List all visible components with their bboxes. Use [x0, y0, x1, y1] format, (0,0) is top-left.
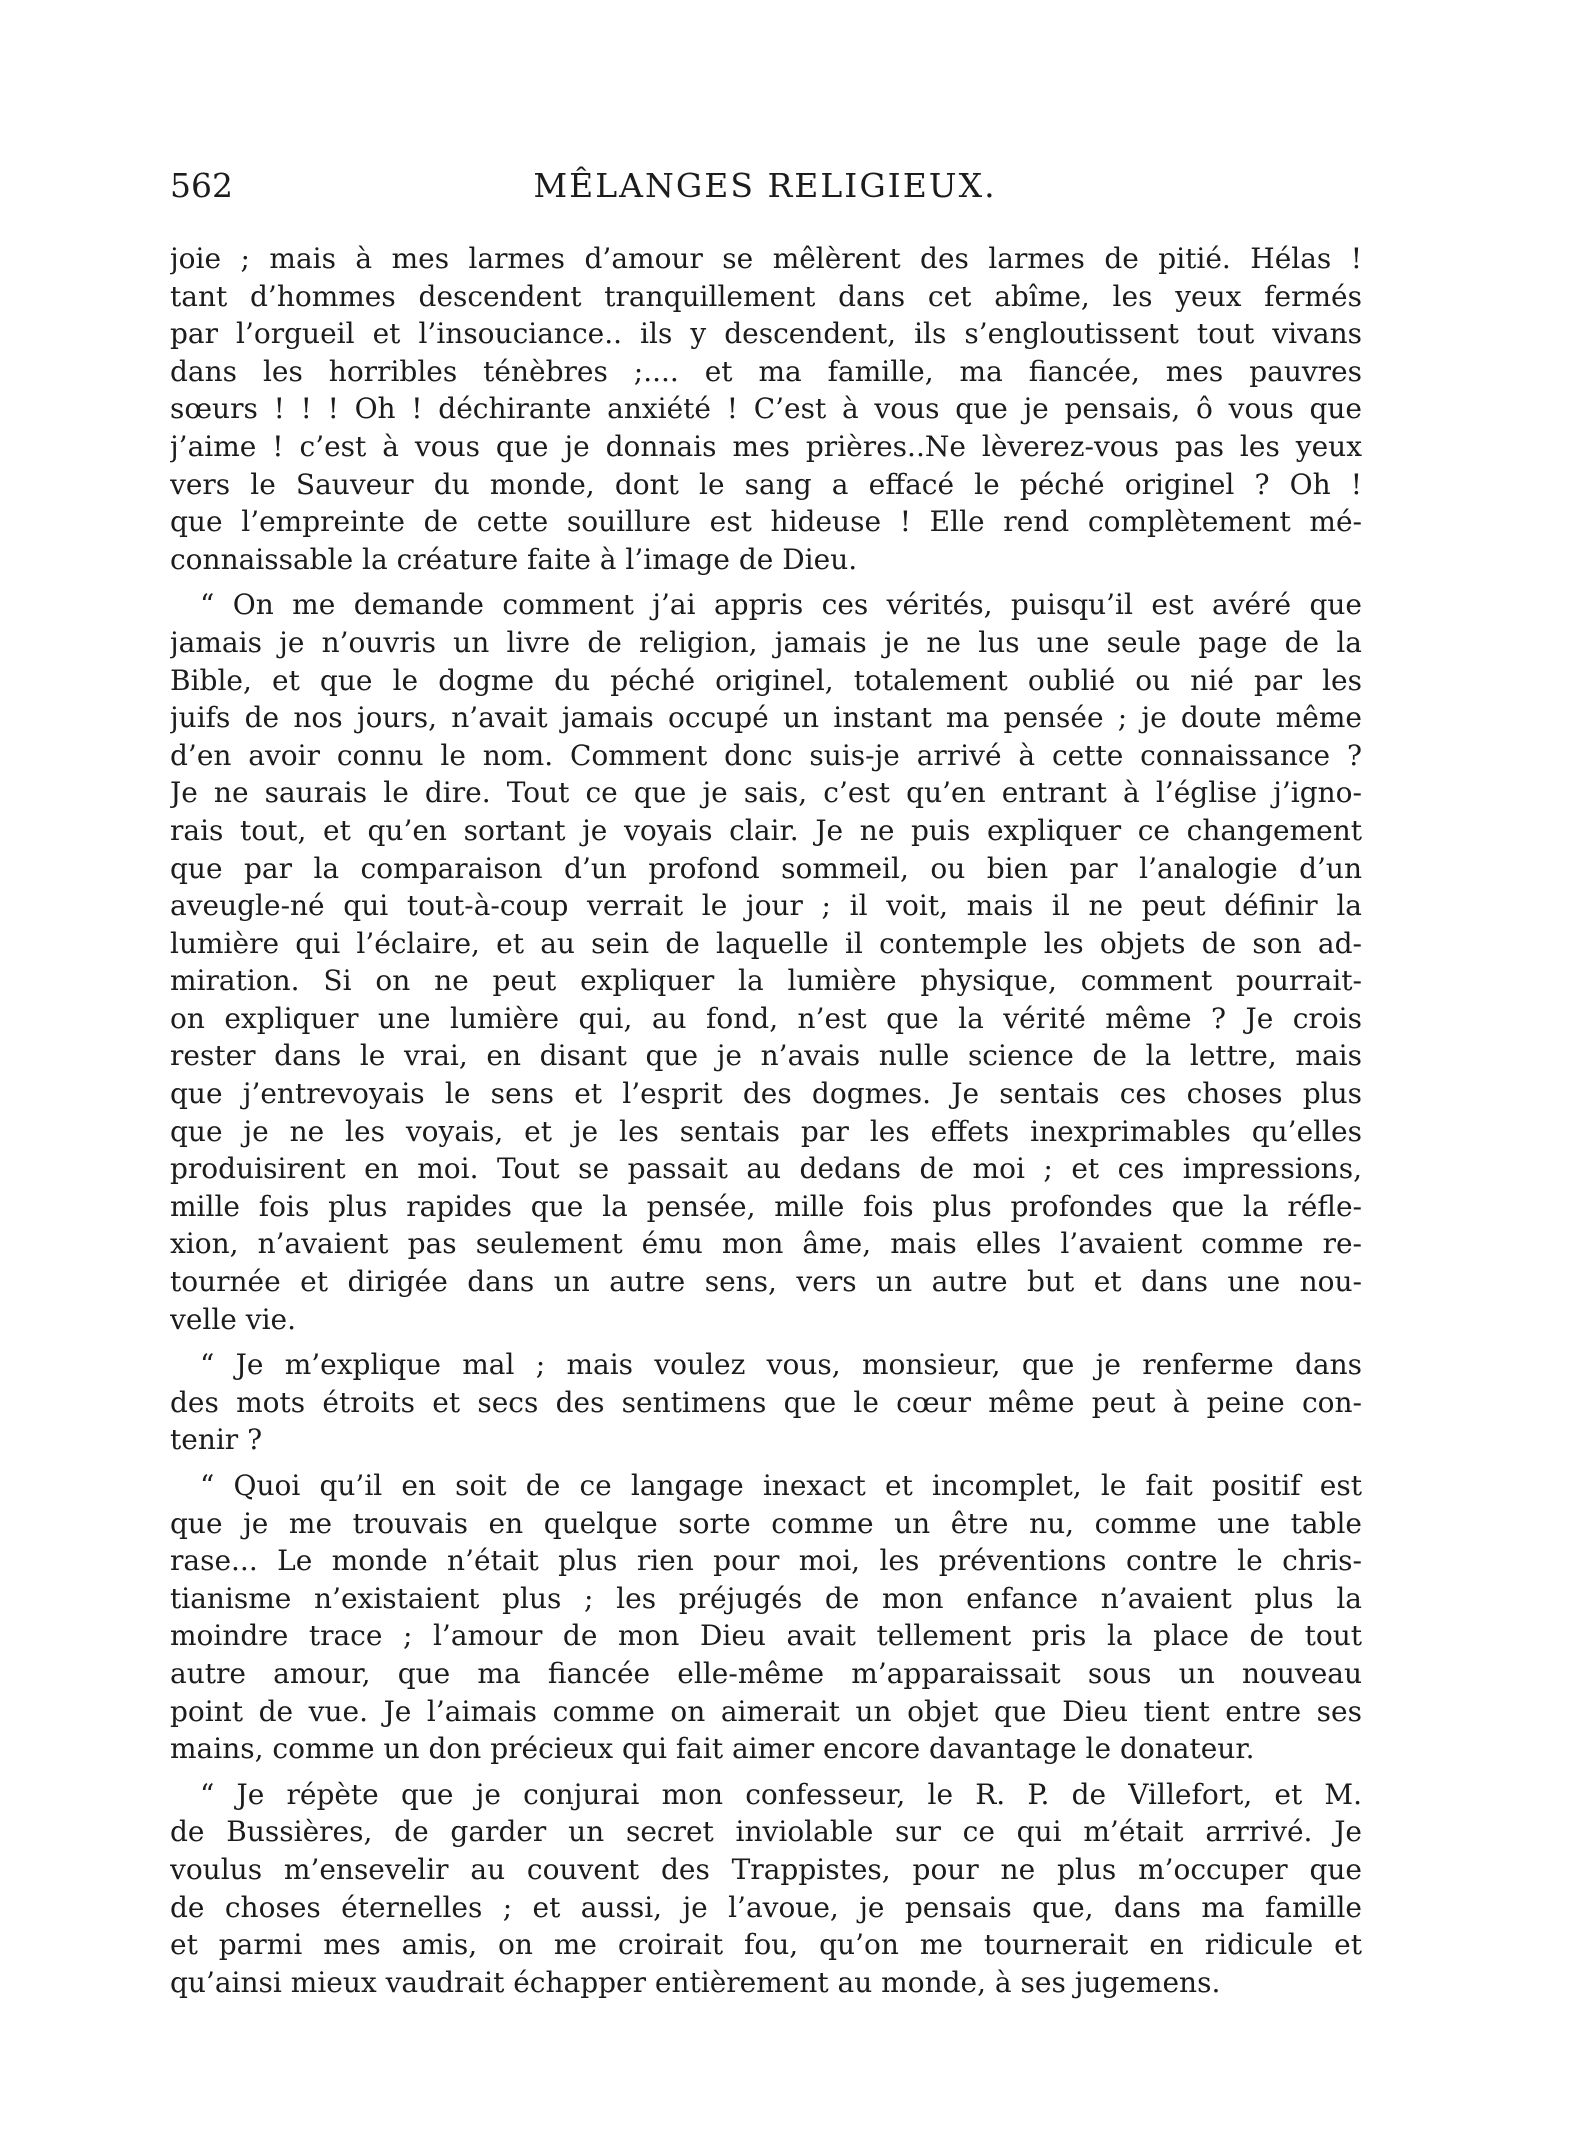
- text-line: lumière qui l’éclaire, et au sein de laquelle il contemple les objets de son ad-: [170, 926, 1362, 960]
- paragraph: [170, 240, 1362, 578]
- text-line: connaissable la créature faite à l’image de Dieu.: [170, 542, 858, 576]
- text-line: tenir ?: [170, 1423, 263, 1457]
- text-line: “ Je répète que je conjurai mon confesseur, le R. P. de Villefort, et M.: [200, 1777, 1362, 1811]
- text-line: que l’empreinte de cette souillure est hideuse ! Elle rend complètement mé-: [170, 505, 1362, 539]
- text-line: voulus m’ensevelir au couvent des Trappistes, pour ne plus m’occuper que: [170, 1852, 1362, 1886]
- text-line: que j’entrevoyais le sens et l’esprit des dogmes. Je sentais ces choses plus: [170, 1077, 1362, 1111]
- text-line: tournée et dirigée dans un autre sens, vers un autre but et dans une nou-: [170, 1265, 1362, 1299]
- text-line: rase... Le monde n’était plus rien pour moi, les préventions contre le chris-: [170, 1544, 1362, 1578]
- text-line: que par la comparaison d’un profond sommeil, ou bien par l’analogie d’un: [170, 851, 1362, 885]
- paragraph: [170, 1346, 1362, 1459]
- text-line: autre amour, que ma fiancée elle-même m’apparaissait sous un nouveau: [170, 1656, 1362, 1690]
- text-line: tianisme n’existaient plus ; les préjugés de mon enfance n’avaient plus la: [170, 1581, 1362, 1615]
- text-line: tant d’hommes descendent tranquillement dans cet abîme, les yeux fermés: [170, 279, 1362, 313]
- text-line: mille fois plus rapides que la pensée, mille fois plus profondes que la réfle-: [170, 1189, 1362, 1223]
- text-line: d’en avoir connu le nom. Comment donc suis-je arrivé à cette connaissance ?: [170, 738, 1362, 772]
- text-line: rester dans le vrai, en disant que je n’avais nulle science de la lettre, mais: [170, 1039, 1362, 1073]
- running-head: [170, 162, 1360, 210]
- text-line: sœurs ! ! ! Oh ! déchirante anxiété ! C’est à vous que je pensais, ô vous que: [170, 392, 1362, 426]
- text-line: dans les horribles ténèbres ;.... et ma famille, ma fiancée, mes pauvres: [170, 354, 1362, 388]
- text-line: que je ne les voyais, et je les sentais par les effets inexprimables qu’elles: [170, 1114, 1362, 1148]
- page-title: MÊLANGES RELIGIEUX.: [533, 166, 997, 205]
- page-number: 562: [170, 166, 233, 205]
- text-line: on expliquer une lumière qui, au fond, n’est que la vérité même ? Je crois: [170, 1001, 1362, 1035]
- body-text: [170, 240, 1362, 2009]
- text-line: “ Je m’explique mal ; mais voulez vous, monsieur, que je renferme dans: [200, 1348, 1362, 1382]
- paragraph: [170, 1467, 1362, 1768]
- text-line: de choses éternelles ; et aussi, je l’avoue, je pensais que, dans ma famille: [170, 1890, 1362, 1924]
- text-line: “ Quoi qu’il en soit de ce langage inexact et incomplet, le fait positif est: [200, 1469, 1362, 1502]
- text-line: velle vie.: [170, 1302, 297, 1336]
- paragraph: [170, 1776, 1362, 2002]
- text-line: aveugle-né qui tout-à-coup verrait le jour ; il voit, mais il ne peut définir la: [170, 889, 1362, 923]
- text-line: xion, n’avaient pas seulement ému mon âme, mais elles l’avaient comme re-: [170, 1227, 1362, 1261]
- text-line: j’aime ! c’est à vous que je donnais mes prières..Ne lèverez-vous pas les yeux: [170, 429, 1362, 463]
- text-line: qu’ainsi mieux vaudrait échapper entièrement au monde, à ses jugemens.: [170, 1965, 1221, 1999]
- text-line: “ On me demande comment j’ai appris ces vérités, puisqu’il est avéré que: [200, 588, 1362, 622]
- text-line: joie ; mais à mes larmes d’amour se mêlèrent des larmes de pitié. Hélas !: [170, 242, 1362, 275]
- text-line: mains, comme un don précieux qui fait aimer encore davantage le donateur.: [170, 1732, 1255, 1766]
- text-line: vers le Sauveur du monde, dont le sang a effacé le péché originel ? Oh !: [170, 467, 1362, 501]
- text-line: jamais je n’ouvris un livre de religion, jamais je ne lus une seule page de la: [170, 625, 1362, 659]
- text-line: que je me trouvais en quelque sorte comme un être nu, comme une table: [170, 1506, 1362, 1540]
- text-line: Bible, et que le dogme du péché originel, totalement oublié ou nié par les: [170, 663, 1362, 697]
- text-line: par l’orgueil et l’insouciance.. ils y descendent, ils s’engloutissent tout vivans: [170, 317, 1362, 351]
- text-line: et parmi mes amis, on me croirait fou, qu’on me tournerait en ridicule et: [170, 1928, 1362, 1962]
- paragraph: [170, 586, 1362, 1338]
- text-line: des mots étroits et secs des sentimens que le cœur même peut à peine con-: [170, 1385, 1362, 1419]
- text-line: point de vue. Je l’aimais comme on aimerait un objet que Dieu tient entre ses: [170, 1694, 1362, 1728]
- text-line: miration. Si on ne peut expliquer la lumière physique, comment pourrait-: [170, 964, 1362, 998]
- text-line: moindre trace ; l’amour de mon Dieu avait tellement pris la place de tout: [170, 1619, 1362, 1653]
- text-line: rais tout, et qu’en sortant je voyais clair. Je ne puis expliquer ce changement: [170, 813, 1362, 847]
- text-line: Je ne saurais le dire. Tout ce que je sais, c’est qu’en entrant à l’église j’igno-: [170, 776, 1362, 810]
- text-line: juifs de nos jours, n’avait jamais occupé un instant ma pensée ; je doute même: [170, 701, 1362, 735]
- text-line: produisirent en moi. Tout se passait au dedans de moi ; et ces impressions,: [170, 1152, 1362, 1186]
- text-line: de Bussières, de garder un secret inviolable sur ce qui m’était arrrivé. Je: [170, 1815, 1362, 1849]
